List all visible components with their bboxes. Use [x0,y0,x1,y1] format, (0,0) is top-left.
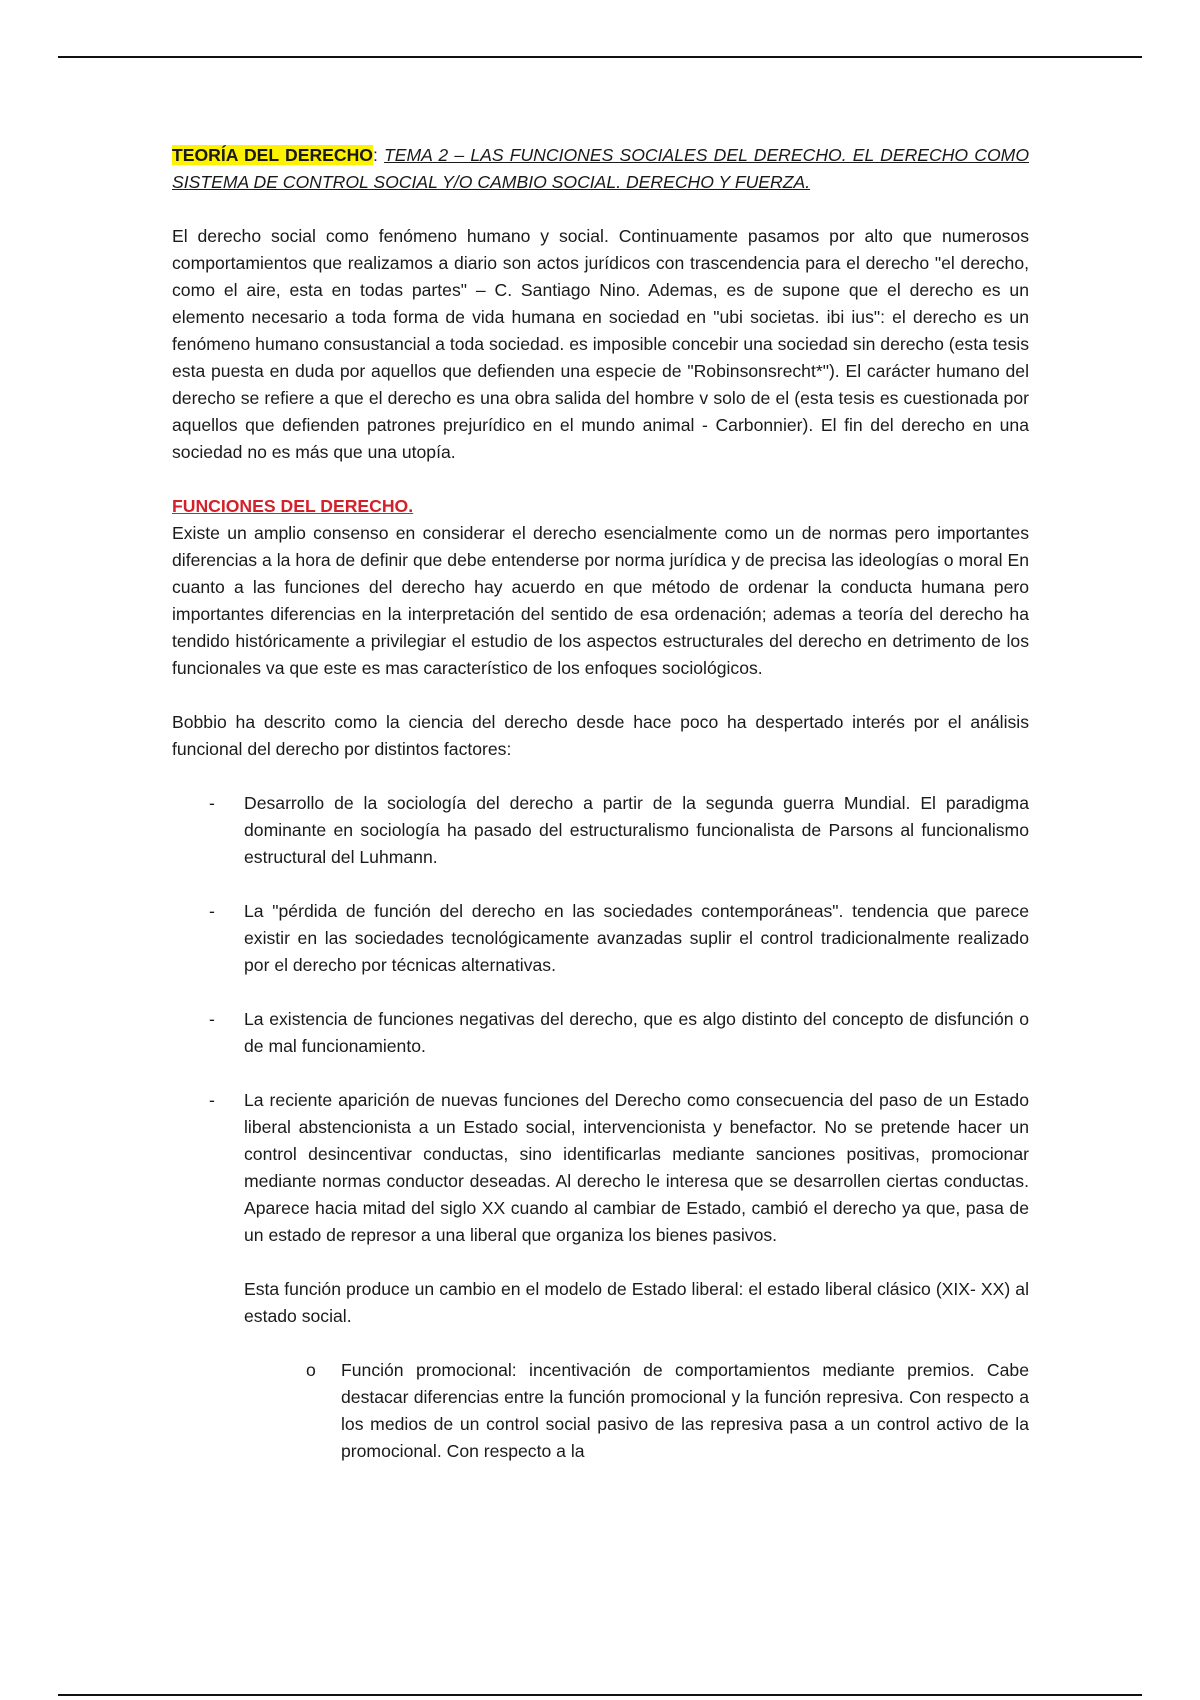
sub-bullet-text: Función promocional: incentivación de comportamientos mediante premios. Cabe destacar diferencias entre la función promocional y la función represiva. Con respecto a los medios de un control social pasivo de las represiva pasa a un control activo de la promocional. Con respecto a la [341,1360,1029,1461]
bullet-text: La reciente aparición de nuevas funciones del Derecho como consecuencia del paso de un Estado liberal abstencionista a un Estado social, intervencionista y benefactor. No se pretende hacer un control desincentivar conductas, sino identificarlas mediante sanciones positivas, promocionar mediante normas conductor deseadas. Al derecho le interesa que se desarrollen ciertas conductas. Aparece hacia mitad del siglo XX cuando al cambiar de Estado, cambió el derecho ya que, pasa de un estado de represor a una liberal que organiza los bienes pasivos. [244,1090,1029,1245]
spacer [172,1249,1029,1276]
bullet-dash: - [209,793,215,813]
spacer [172,1330,1029,1357]
bullet-text: La existencia de funciones negativas del derecho, que es algo distinto del concepto de disfunción o de mal funcionamiento. [244,1009,1029,1056]
title-colon: : [372,145,378,165]
title-label: TEORÍA DEL DERECHO [172,145,373,165]
list-item [172,898,1029,979]
spacer [172,682,1029,709]
page-top-rule [58,56,1142,58]
spacer [172,763,1029,790]
bullet-text: La "pérdida de función del derecho en las sociedades contemporáneas". tendencia que parece existir en las sociedades tecnológicamente avanzadas suplir el control tradicionalmente realizado por el derecho por técnicas alternativas. [244,901,1029,975]
spacer [172,466,1029,493]
document-page [172,142,1029,1465]
section-heading: FUNCIONES DEL DERECHO. [172,496,414,516]
bullet-dash: - [209,1009,215,1029]
bullet-dash: - [209,901,215,921]
indented-paragraph: Esta función produce un cambio en el modelo de Estado liberal: el estado liberal clásico (XIX- XX) al estado social. [244,1279,1029,1326]
spacer [172,979,1029,1006]
spacer [172,196,1029,223]
list-item [172,1006,1029,1060]
spacer [172,1060,1029,1087]
title-text: TEMA 2 – LAS FUNCIONES SOCIALES DEL DERECHO. EL DERECHO COMO SISTEMA DE CONTROL SOCIAL Y/O CAMBIO SOCIAL. DERECHO Y FUERZA. [172,145,1029,192]
list-item [172,1087,1029,1249]
section-paragraph-1: Existe un amplio consenso en considerar el derecho esencialmente como un de normas pero importantes diferencias a la hora de definir que debe entenderse por norma jurídica y de precisa las ideologías o moral En cuanto a las funciones del derecho hay acuerdo en que método de ordenar la conducta humana pero importantes diferencias en la interpretación del sentido de esa ordenación; ademas a teoría del derecho ha tendido históricamente a privilegiar el estudio de los aspectos estructurales del derecho en detrimento de los funcionales va que este es mas característico de los enfoques sociológicos. [172,523,1029,678]
spacer [172,871,1029,898]
bullet-text: Desarrollo de la sociología del derecho a partir de la segunda guerra Mundial. El paradigma dominante en sociología ha pasado del estructuralismo funcionalista de Parsons al funcionalismo estructural del Luhmann. [244,793,1029,867]
page-bottom-rule [58,1694,1142,1696]
circle-bullet-icon: o [306,1360,316,1380]
sub-list-item [304,1357,1029,1465]
section-paragraph-2: Bobbio ha descrito como la ciencia del derecho desde hace poco ha despertado interés por el análisis funcional del derecho por distintos factores: [172,712,1029,759]
bullet-dash: - [209,1090,215,1110]
intro-paragraph: El derecho social como fenómeno humano y social. Continuamente pasamos por alto que numerosos comportamientos que realizamos a diario son actos jurídicos con trascendencia para el derecho "el derecho, como el aire, esta en todas partes" – C. Santiago Nino. Ademas, es de supone que el derecho es un elemento necesario a toda forma de vida humana en sociedad en "ubi societas. ibi ius": el derecho es un fenómeno humano consustancial a toda sociedad. es imposible concebir una sociedad sin derecho (esta tesis esta puesta en duda por aquellos que defienden una especie de "Robinsonsrecht*"). El carácter humano del derecho se refiere a que el derecho es una obra salida del hombre v solo de el (esta tesis es cuestionada por aquellos que defienden patrones prejurídico en el mundo animal - Carbonnier). El fin del derecho en una sociedad no es más que una utopía. [172,226,1029,462]
document-title [172,142,1029,196]
list-item [172,790,1029,871]
